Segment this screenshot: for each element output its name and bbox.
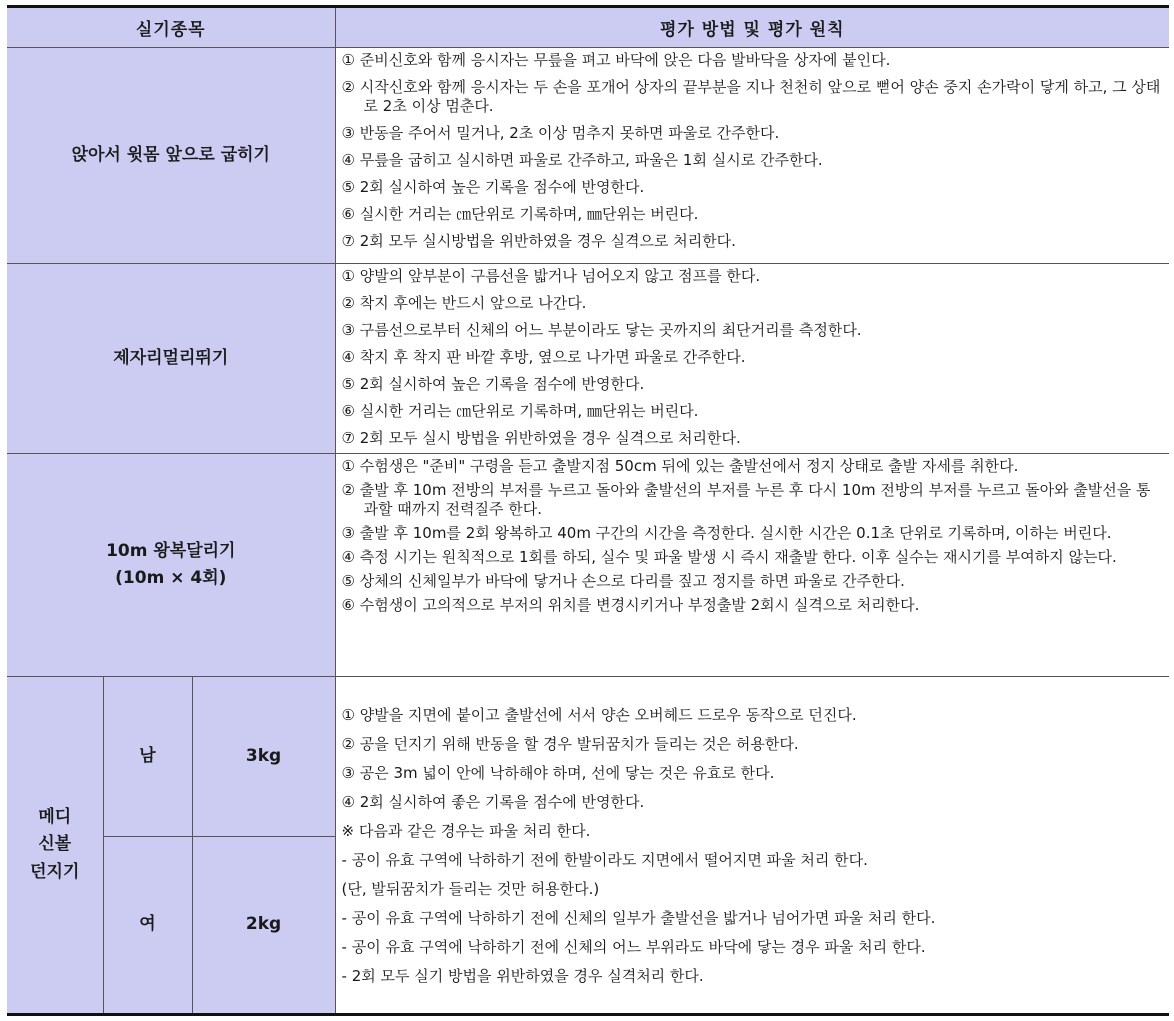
- event-name: 앉아서 윗몸 앞으로 굽히기: [7, 48, 335, 264]
- rule-item: - 공이 유효 구역에 낙하하기 전에 한발이라도 지면에서 떨어지면 파울 처리 한다.: [341, 850, 868, 869]
- rule-item: ※ 다음과 같은 경우는 파울 처리 한다.: [341, 821, 591, 840]
- rule-item: ⑥ 실시한 거리는 ㎝단위로 기록하며, ㎜단위는 버린다.: [341, 402, 699, 420]
- rule-item: ④ 무릎을 굽히고 실시하면 파울로 간주하고, 파울은 1회 실시로 간주한다.: [341, 151, 823, 169]
- event-name-line3: 던지기: [30, 861, 80, 882]
- weight-female: 2kg: [192, 837, 335, 1015]
- gender-male-label: 남: [103, 677, 192, 837]
- section-standing-long-jump: [7, 264, 1169, 454]
- rule-item: ③ 공은 3m 넓이 안에 낙하해야 하며, 선에 닿는 것은 유효로 한다.: [341, 763, 775, 782]
- rule-item: ⑦ 2회 모두 실시방법을 위반하였을 경우 실격으로 처리한다.: [341, 232, 736, 250]
- rule-item: ② 착지 후에는 반드시 앞으로 나간다.: [341, 294, 587, 312]
- rule-item: ② 시작신호와 함께 응시자는 두 손을 포개어 상자의 끝부분을 지나 천천히 앞으로 뻗어 양손 중지 손가락이 닿게 하고, 그 상태로 2초 이상 멈춘다.: [341, 78, 1161, 115]
- event-name: 제자리멀리뛰기: [7, 264, 335, 454]
- rule-item: ① 준비신호와 함께 응시자는 무릎을 펴고 바닥에 앉은 다음 발바닥을 상자에 붙인다.: [341, 51, 891, 69]
- rules-list: [342, 51, 1164, 251]
- rules-cell: [335, 677, 1169, 1015]
- rule-item: ⑤ 2회 실시하여 높은 기록을 점수에 반영한다.: [341, 178, 645, 196]
- rule-item: - 2회 모두 실기 방법을 위반하였을 경우 실격처리 한다.: [341, 966, 704, 985]
- rule-item: ③ 출발 후 10m를 2회 왕복하고 40m 구간의 시간을 측정한다. 실시한 시간은 0.1초 단위로 기록하며, 이하는 버린다.: [341, 524, 1112, 542]
- section-sit-and-reach: [7, 48, 1169, 264]
- rule-item: (단, 발뒤꿈치가 들리는 것만 허용한다.): [341, 879, 600, 898]
- rule-item: ③ 구름선으로부터 신체의 어느 부분이라도 닿는 곳까지의 최단거리를 측정한다.: [341, 321, 862, 339]
- rules-list: [342, 267, 1164, 448]
- event-name-line1: 10m 왕복달리기: [106, 540, 236, 561]
- header-event: 실기종목: [7, 7, 335, 48]
- event-name-line1: 메디: [38, 807, 72, 828]
- section-shuttle-run: [7, 454, 1169, 677]
- rule-item: ⑤ 2회 실시하여 높은 기록을 점수에 반영한다.: [341, 375, 645, 393]
- rule-item: ④ 2회 실시하여 좋은 기록을 점수에 반영한다.: [341, 792, 645, 811]
- rule-item: ④ 착지 후 착지 판 바깥 후방, 옆으로 나가면 파울로 간주한다.: [341, 348, 746, 366]
- event-name: [7, 677, 103, 1015]
- rules-list: [342, 457, 1164, 615]
- section-medicine-ball-male: [7, 677, 1169, 837]
- rule-item: ⑥ 수험생이 고의적으로 부저의 위치를 변경시키거나 부정출발 2회시 실격으로 처리한다.: [341, 596, 920, 614]
- rule-item: ① 양발의 앞부분이 구름선을 밟거나 넘어오지 않고 점프를 한다.: [341, 267, 761, 285]
- rule-item: ⑥ 실시한 거리는 ㎝단위로 기록하며, ㎜단위는 버린다.: [341, 205, 699, 223]
- event-name-line2: 신볼: [38, 834, 72, 855]
- event-name-line2: (10m × 4회): [115, 568, 227, 588]
- event-name: [7, 454, 335, 677]
- rule-item: ① 양발을 지면에 붙이고 출발선에 서서 양손 오버헤드 드로우 동작으로 던진다.: [341, 705, 857, 724]
- rule-item: ③ 반동을 주어서 밀거나, 2초 이상 멈추지 못하면 파울로 간주한다.: [341, 124, 780, 142]
- rules-cell: [335, 264, 1169, 454]
- rule-item: ⑦ 2회 모두 실시 방법을 위반하였을 경우 실격으로 처리한다.: [341, 429, 741, 447]
- rule-item: - 공이 유효 구역에 낙하하기 전에 신체의 일부가 출발선을 밟거나 넘어가면 파울 처리 한다.: [341, 908, 936, 927]
- rule-item: ② 공을 던지기 위해 반동을 할 경우 발뒤꿈치가 들리는 것은 허용한다.: [341, 734, 799, 753]
- weight-male: 3kg: [192, 677, 335, 837]
- gender-female-label: 여: [103, 837, 192, 1015]
- rules-cell: [335, 454, 1169, 677]
- rule-item: ⑤ 상체의 신체일부가 바닥에 닿거나 손으로 다리를 짚고 정지를 하면 파울로 간주한다.: [341, 572, 905, 590]
- rule-item: ① 수험생은 "준비" 구령을 듣고 출발지점 50cm 뒤에 있는 출발선에서 정지 상태로 출발 자세를 취한다.: [341, 457, 1019, 475]
- rule-item: ④ 측정 시기는 원칙적으로 1회를 하되, 실수 및 파울 발생 시 즉시 재출발 한다. 이후 실수는 재시기를 부여하지 않는다.: [341, 548, 1117, 566]
- rule-item: - 공이 유효 구역에 낙하하기 전에 신체의 어느 부위라도 바닥에 닿는 경우 파울 처리 한다.: [341, 937, 926, 956]
- rules-cell: [335, 48, 1169, 264]
- rules-list: [342, 706, 1164, 986]
- rule-item: ② 출발 후 10m 전방의 부저를 누르고 돌아와 출발선의 부저를 누른 후 다시 10m 전방의 부저를 누르고 돌아와 출발선을 통과할 때까지 전력질주 한다.: [341, 481, 1151, 518]
- header-row: [7, 7, 1169, 48]
- evaluation-table: [7, 5, 1169, 1016]
- header-method: 평가 방법 및 평가 원칙: [335, 7, 1169, 48]
